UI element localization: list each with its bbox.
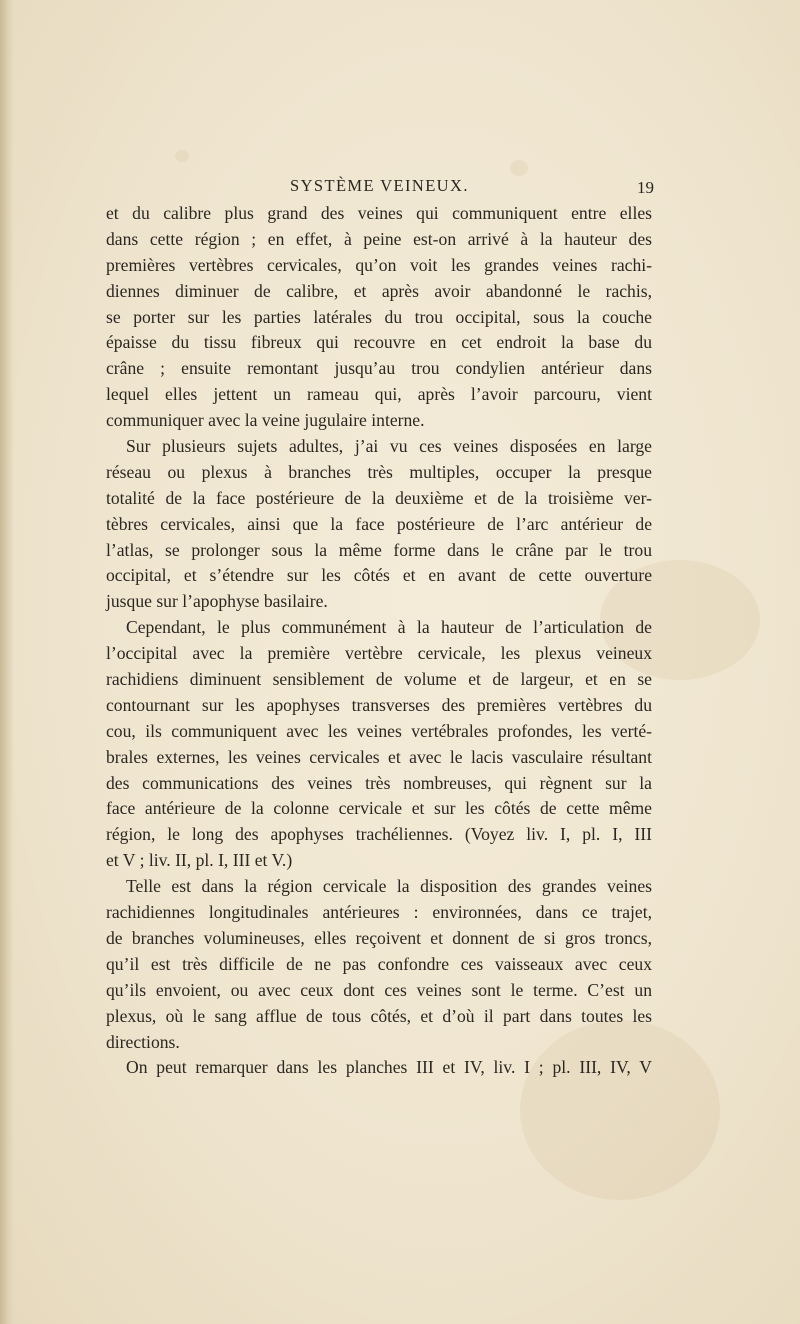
text-line: cou, ils communiquent avec les veines vertébrales profondes, les verté- [106,720,652,741]
text-line: contournant sur les apophyses transverses des premières vertèbres du [106,694,652,715]
text-line: lequel elles jettent un rameau qui, après l’avoir parcouru, vient [106,384,652,405]
text-line: et V ; liv. II, pl. I, III et V.) [106,850,293,871]
text-line: On peut remarquer dans les planches III et IV, liv. I ; pl. III, IV, V [126,1057,652,1078]
text-line: région, le long des apophyses trachéliennes. (Voyez liv. I, pl. I, III [106,824,652,845]
text-line: totalité de la face postérieure de la deuxième et de la troisième ver- [106,487,652,508]
body-text [106,201,652,1081]
text-line: diennes diminuer de calibre, et après avoir abandonné le rachis, [106,280,652,301]
text-line: se porter sur les parties latérales du trou occipital, sous la couche [106,306,652,327]
text-line: épaisse du tissu fibreux qui recouvre en cet endroit la base du [106,332,652,353]
text-line: dans cette région ; en effet, à peine est-on arrivé à la hauteur des [106,228,652,249]
text-line: qu’il est très difficile de ne pas confondre ces vaisseaux avec ceux [106,953,652,974]
text-line: occipital, et s’étendre sur les côtés et en avant de cette ouverture [106,565,652,586]
text-line: réseau ou plexus à branches très multiples, occuper la presque [106,461,652,482]
text-line: Sur plusieurs sujets adultes, j’ai vu ces veines disposées en large [126,436,652,457]
text-line: de branches volumineuses, elles reçoivent et donnent de si gros troncs, [106,927,652,948]
page-number: 19 [637,178,654,197]
text-line: jusque sur l’apophyse basilaire. [106,591,328,612]
text-line: l’occipital avec la première vertèbre cervicale, les plexus veineux [106,643,652,664]
text-line: plexus, où le sang afflue de tous côtés, et d’où il part dans toutes les [106,1005,652,1026]
text-line: rachidiennes longitudinales antérieures : environnées, dans ce trajet, [106,902,652,923]
text-line: crâne ; ensuite remontant jusqu’au trou condylien antérieur dans [106,358,652,379]
text-line: communiquer avec la veine jugulaire interne. [106,410,425,431]
text-line: qu’ils envoient, ou avec ceux dont ces veines sont le terme. C’est un [106,979,652,1000]
foxing-stain [175,150,189,162]
running-head [106,176,654,200]
running-title: SYSTÈME VEINEUX. [290,176,469,195]
text-line: brales externes, les veines cervicales et avec le lacis vasculaire résultant [106,746,652,767]
text-line: et du calibre plus grand des veines qui communiquent entre elles [106,203,652,223]
text-line: premières vertèbres cervicales, qu’on voit les grandes veines rachi- [106,254,652,275]
text-line: tèbres cervicales, ainsi que la face postérieure de l’arc antérieur de [106,513,652,534]
foxing-stain [510,160,528,176]
text-line: face antérieure de la colonne cervicale et sur les côtés de cette même [106,798,652,819]
text-line: des communications des veines très nombreuses, qui règnent sur la [106,772,652,793]
text-line: Cependant, le plus communément à la hauteur de l’articulation de [126,617,652,638]
text-line: Telle est dans la région cervicale la disposition des grandes veines [126,876,652,897]
page-edge-shadow [0,0,14,1324]
text-line: l’atlas, se prolonger sous la même forme dans le crâne par le trou [106,539,652,560]
text-line: directions. [106,1031,180,1052]
text-line: rachidiens diminuent sensiblement de volume et de largeur, et en se [106,669,652,690]
